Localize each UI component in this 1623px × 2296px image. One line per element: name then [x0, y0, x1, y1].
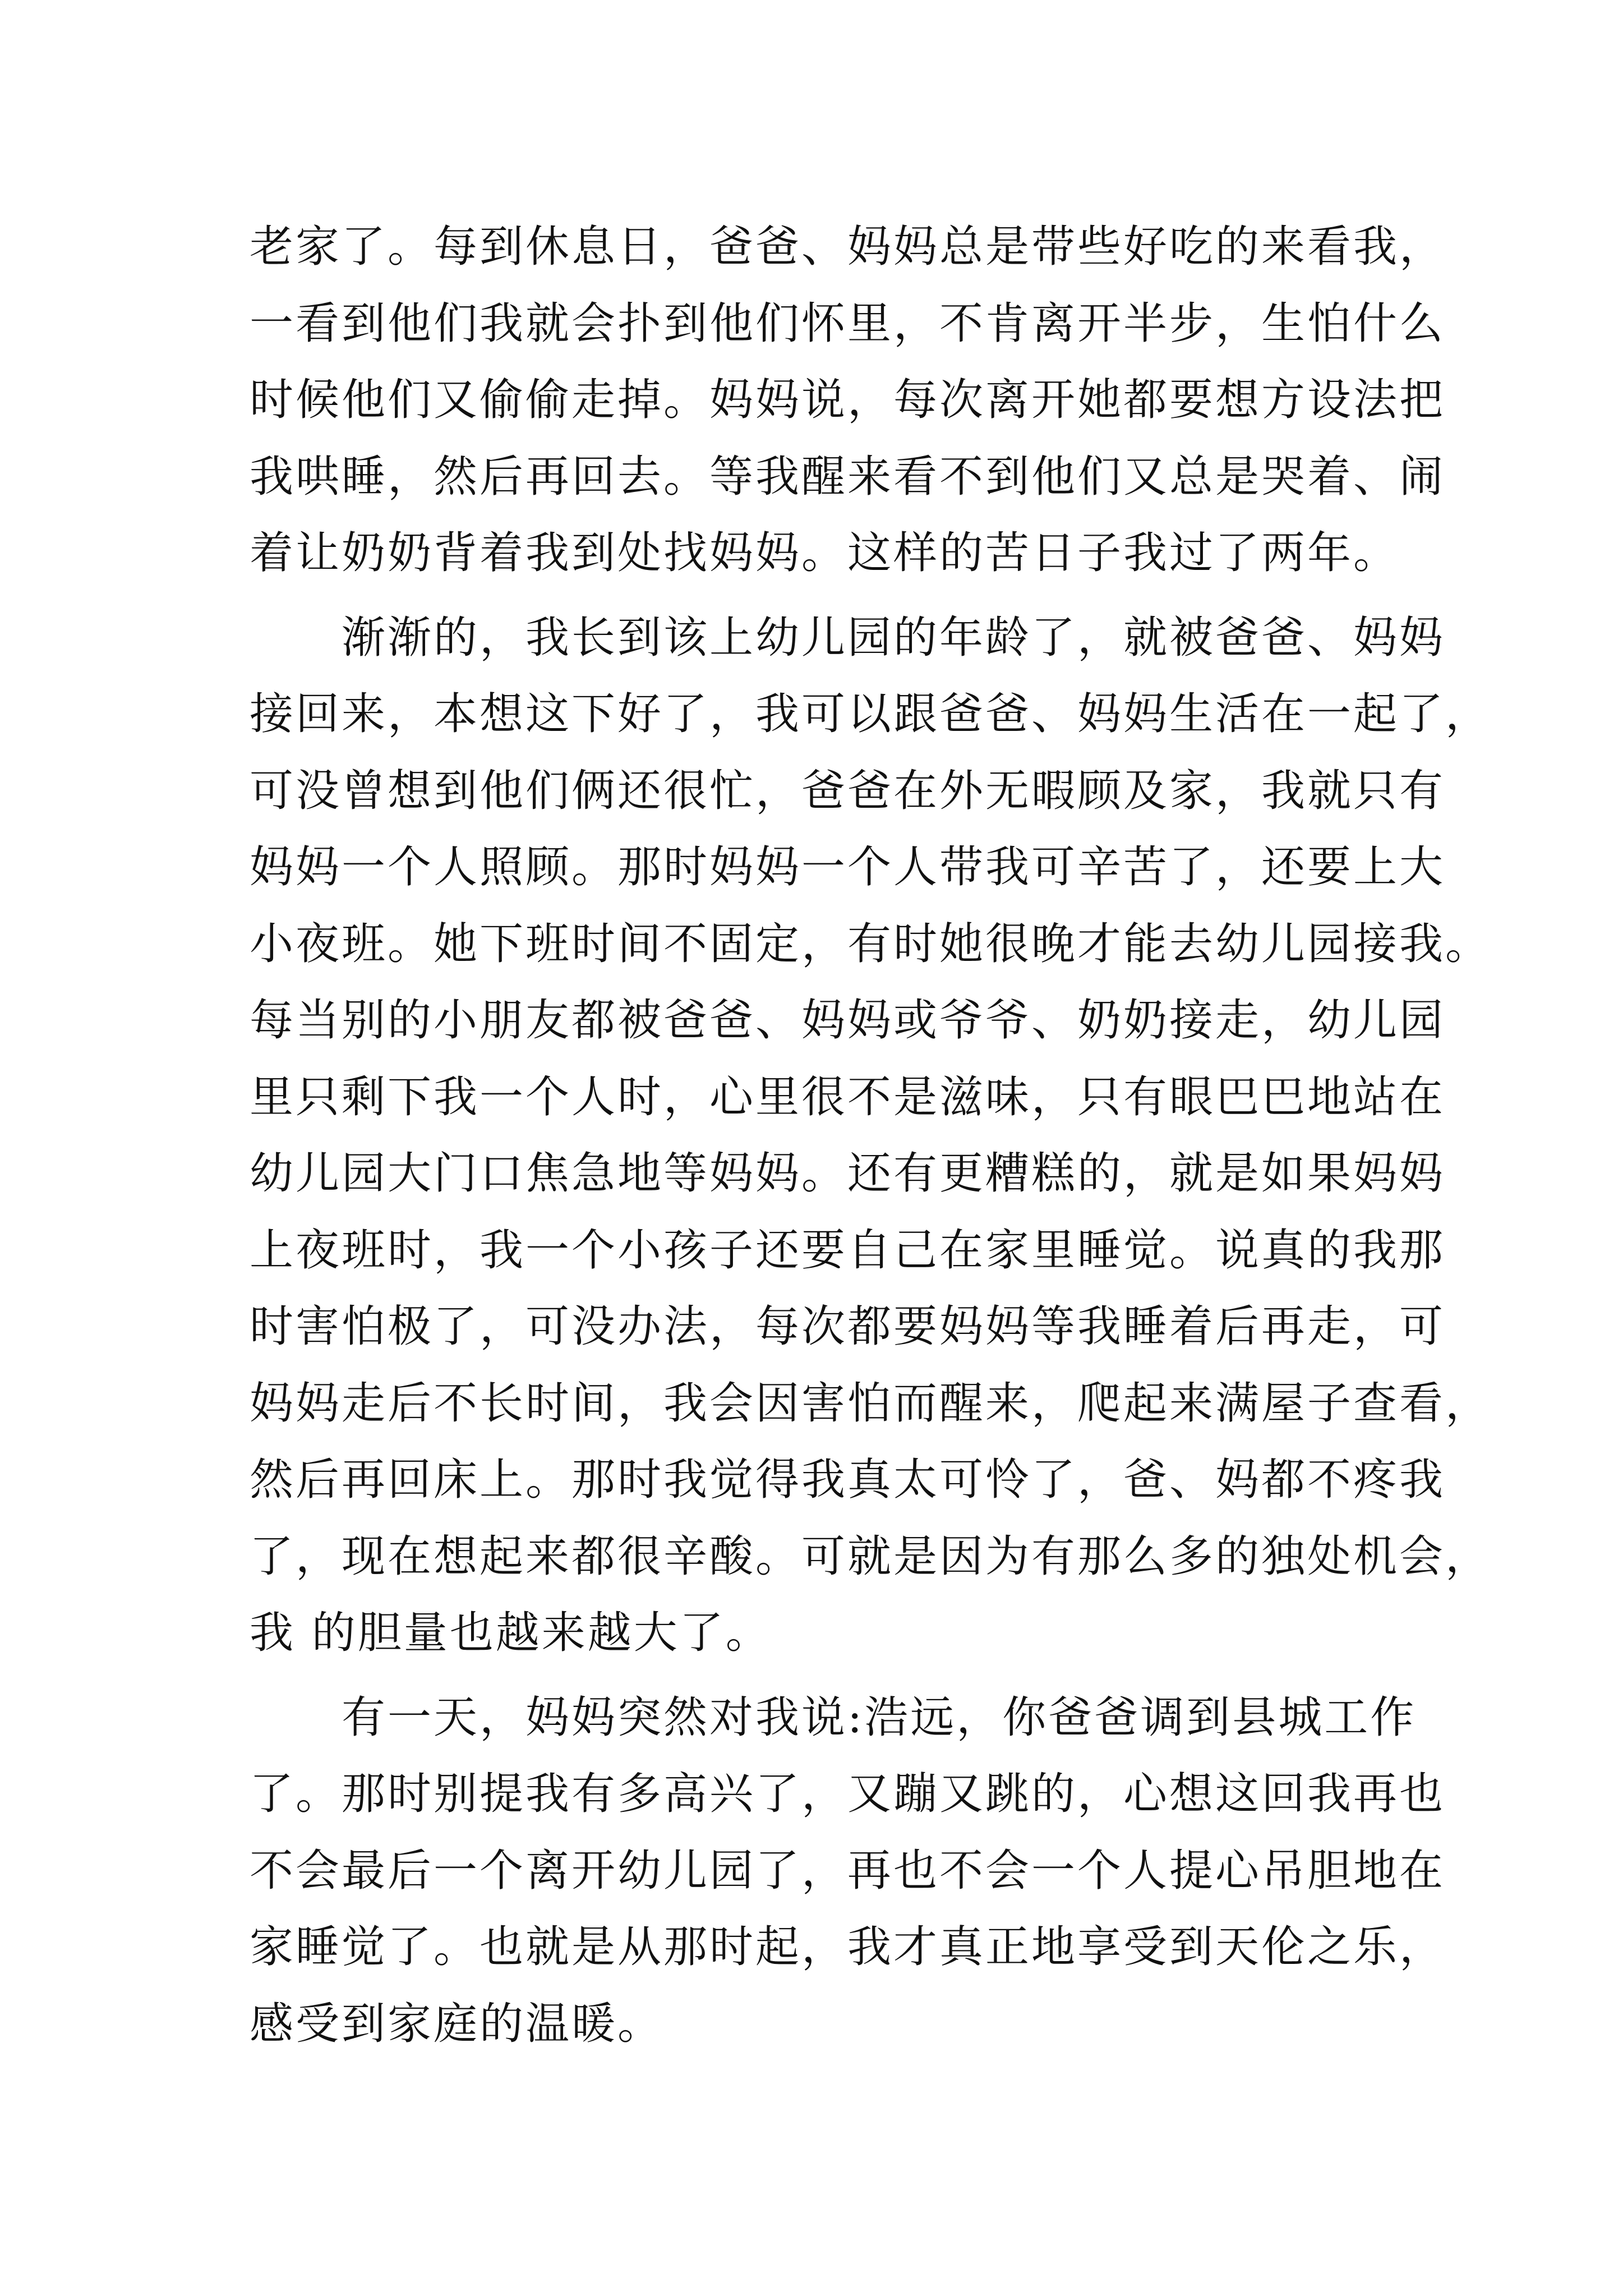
text-line: 了。那时别提我有多高兴了，又蹦又跳的，心想这回我再也	[250, 1769, 1446, 1819]
text-line: 幼儿园大门口焦急地等妈妈。还有更糟糕的，就是如果妈妈	[250, 1148, 1446, 1199]
text-line: 然后再回床上。那时我觉得我真太可怜了，爸、妈都不疼我	[250, 1455, 1446, 1505]
text-line: 了，现在想起来都很辛酸。可就是因为有那么多的独处机会，	[250, 1531, 1492, 1582]
body-text	[250, 209, 1492, 2062]
text-line: 感受到家庭的温暖。	[250, 1998, 664, 2049]
text-line: 上夜班时，我一个小孩子还要自己在家里睡觉。说真的我那	[250, 1225, 1446, 1276]
text-line: 渐渐的，我长到该上幼儿园的年龄了，就被爸爸、妈妈	[250, 612, 1446, 663]
text-line: 一看到他们我就会扑到他们怀里，不肯离开半步，生怕什么	[250, 298, 1446, 349]
paragraph	[250, 1680, 1446, 2063]
text-line: 每当别的小朋友都被爸爸、妈妈或爷爷、奶奶接走，幼儿园	[250, 995, 1446, 1046]
text-line: 我哄睡，然后再回去。等我醒来看不到他们又总是哭着、闹	[250, 451, 1446, 502]
text-line: 老家了。每到休息日，爸爸、妈妈总是带些好吃的来看我，	[250, 222, 1446, 272]
text-line: 我 的胆量也越来越大了。	[250, 1608, 772, 1658]
text-line: 不会最后一个离开幼儿园了，再也不会一个人提心吊胆地在	[250, 1845, 1446, 1896]
text-line: 妈妈一个人照顾。那时妈妈一个人带我可辛苦了，还要上大	[250, 842, 1446, 892]
paragraph-spacer	[250, 1672, 1394, 1680]
text-line: 家睡觉了。也就是从那时起，我才真正地享受到天伦之乐，	[250, 1922, 1446, 1972]
text-line: 妈妈走后不长时间，我会因害怕而醒来，爬起来满屋子查看，	[250, 1378, 1492, 1429]
paragraph	[250, 600, 1492, 1672]
text-line: 时害怕极了，可没办法，每次都要妈妈等我睡着后再走，可	[250, 1301, 1446, 1352]
text-line: 着让奶奶背着我到处找妈妈。这样的苦日子我过了两年。	[250, 528, 1400, 578]
paragraph-spacer	[250, 592, 1394, 600]
text-line: 可没曾想到他们俩还很忙，爸爸在外无暇顾及家，我就只有	[250, 765, 1446, 816]
paragraph	[250, 209, 1446, 592]
text-line: 里只剩下我一个人时，心里很不是滋味，只有眼巴巴地站在	[250, 1071, 1446, 1122]
text-line: 接回来，本想这下好了，我可以跟爸爸、妈妈生活在一起了，	[250, 689, 1492, 739]
text-line: 时候他们又偷偷走掉。妈妈说，每次离开她都要想方设法把	[250, 375, 1446, 425]
text-line: 小夜班。她下班时间不固定，有时她很晚才能去幼儿园接我。	[250, 918, 1492, 969]
text-line: 有一天，妈妈突然对我说:浩远，你爸爸调到县城工作	[250, 1692, 1417, 1743]
